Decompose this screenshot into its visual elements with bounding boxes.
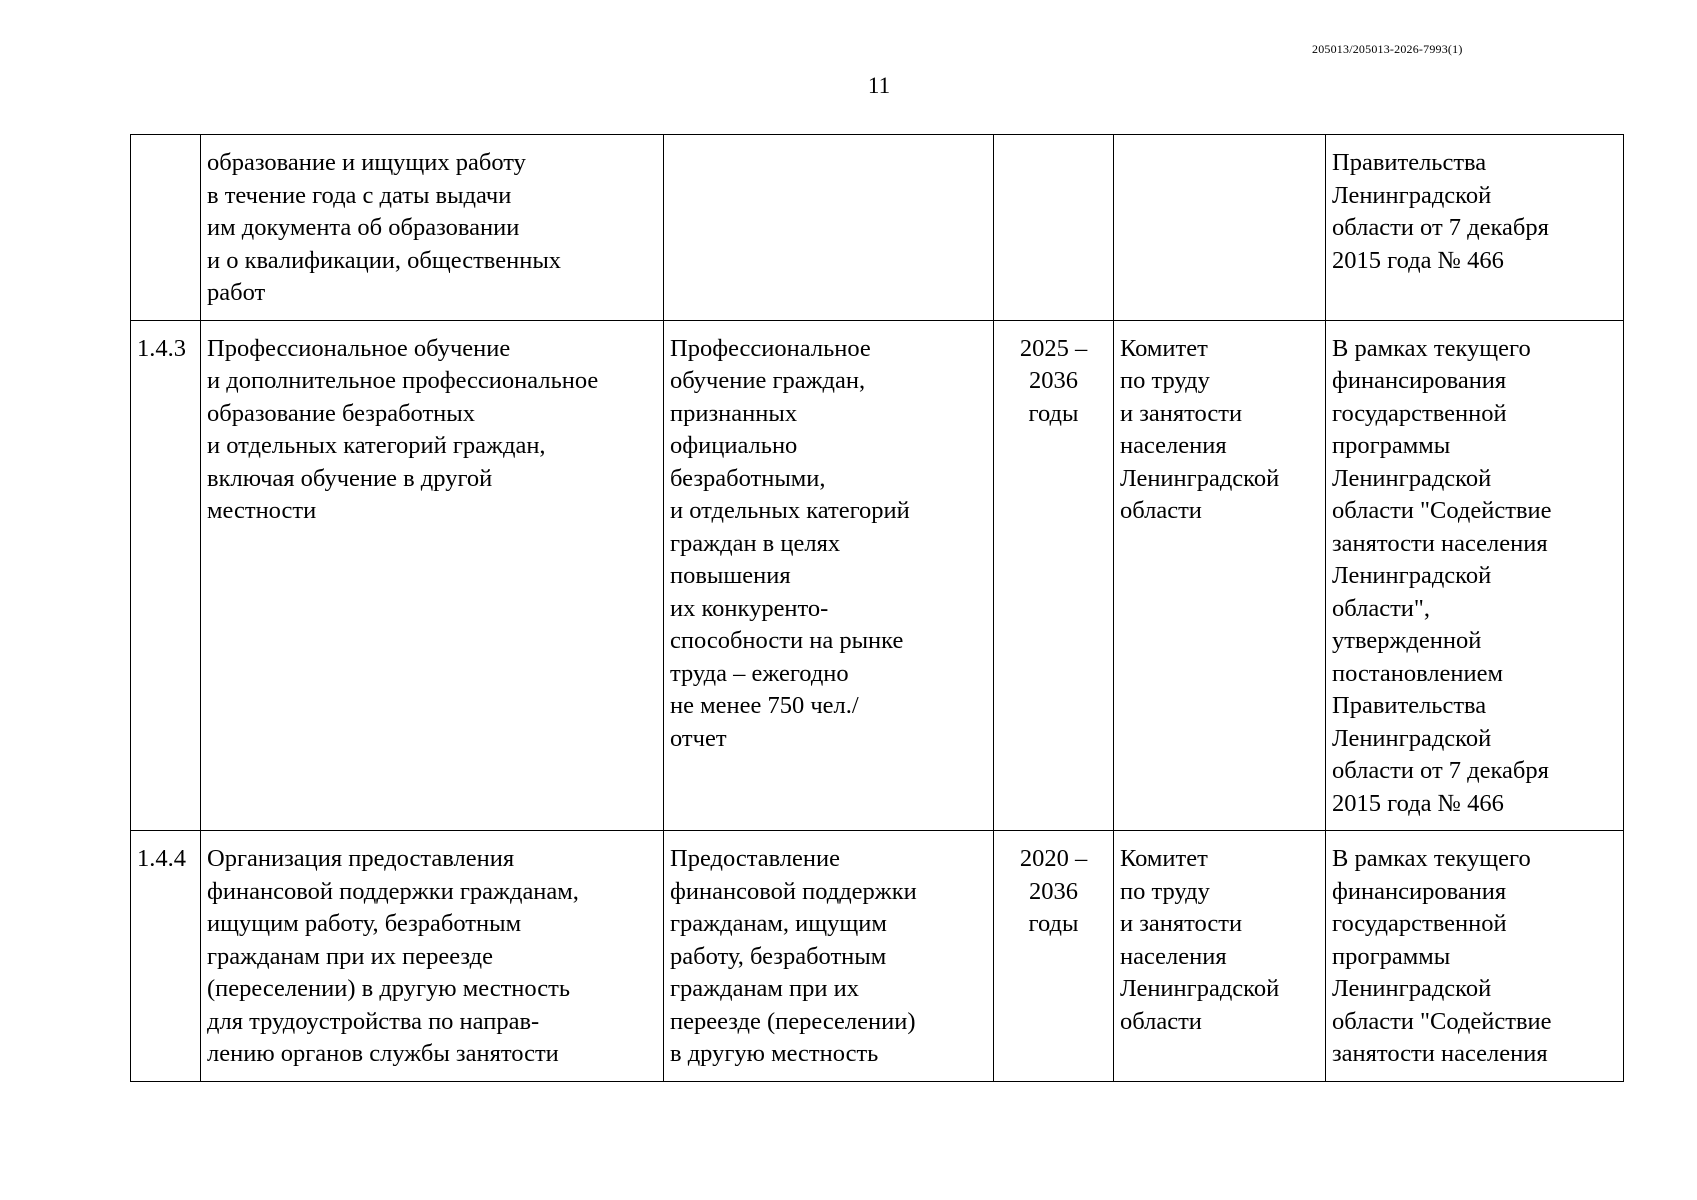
cell-text-line: занятости населения xyxy=(1332,529,1548,557)
cell-period xyxy=(994,831,1114,1082)
cell-text-line: области от 7 декабря xyxy=(1332,214,1549,241)
cell-text-line: В рамках текущего xyxy=(1332,334,1531,362)
cell-executor xyxy=(1114,831,1326,1082)
cell-number xyxy=(131,320,201,831)
cell-text-line: работу, безработным xyxy=(670,942,887,970)
cell-expected-result xyxy=(664,135,994,321)
measures-table xyxy=(130,134,1624,1082)
cell-funding xyxy=(1326,320,1624,831)
cell-text-line: в течение года с даты выдачи xyxy=(207,181,512,209)
cell-text-line: образование и ищущих работу xyxy=(207,149,526,176)
cell-text-line: способности на рынке xyxy=(670,627,904,654)
cell-text-line: для трудоустройства по направ- xyxy=(207,1007,540,1035)
cell-text-line: 1.4.3 xyxy=(137,334,186,362)
cell-text-line: 1.4.4 xyxy=(137,845,186,872)
cell-text-line: В рамках текущего xyxy=(1332,845,1531,872)
cell-text-line: населения xyxy=(1120,432,1227,459)
cell-text-line: Ленинградской xyxy=(1332,724,1492,752)
cell-text-line: гражданам при их xyxy=(670,975,860,1002)
cell-text-line: финансовой поддержки xyxy=(670,877,917,905)
cell-text-line: области xyxy=(1120,1007,1202,1035)
table-row xyxy=(131,831,1624,1082)
cell-text-line: Профессиональное xyxy=(670,334,871,362)
cell-text-line: 2015 года № 466 xyxy=(1332,246,1504,274)
cell-text-line: финансирования xyxy=(1332,367,1507,394)
cell-text-line: Комитет xyxy=(1120,334,1208,362)
cell-text-line: годы xyxy=(1028,399,1079,427)
cell-period xyxy=(994,135,1114,321)
cell-number xyxy=(131,135,201,321)
cell-text-line: признанных xyxy=(670,399,798,427)
cell-text-line: финансовой поддержки гражданам, xyxy=(207,877,579,905)
cell-text-line: 2036 xyxy=(1029,367,1078,394)
cell-text-line: и дополнительное профессиональное xyxy=(207,367,599,394)
cell-number xyxy=(131,831,201,1082)
cell-text-line: в другую местность xyxy=(670,1040,879,1067)
cell-text-line: и о квалификации, общественных xyxy=(207,246,562,274)
cell-measure-name xyxy=(201,320,664,831)
cell-text-line: программы xyxy=(1332,432,1451,459)
table-row xyxy=(131,135,1624,321)
cell-text-line: граждан в целях xyxy=(670,529,841,557)
cell-text-line: обучение граждан, xyxy=(670,367,866,394)
cell-text-line: и занятости xyxy=(1120,399,1243,427)
cell-text-line: годы xyxy=(1028,910,1079,937)
cell-text-line: безработными, xyxy=(670,464,826,492)
cell-text-line: населения xyxy=(1120,942,1227,970)
page-number: 11 xyxy=(867,73,891,98)
cell-text-line: по труду xyxy=(1120,367,1210,394)
cell-text-line: гражданам при их переезде xyxy=(207,942,493,970)
cell-text-line: им документа об образовании xyxy=(207,214,520,241)
cell-text-line: Предоставление xyxy=(670,845,841,872)
document-id: 205013/205013-2026-7993(1) xyxy=(1312,42,1463,56)
cell-text-line: 2025 – xyxy=(1019,334,1088,362)
cell-text-line: Ленинградской xyxy=(1332,464,1492,492)
cell-text-line: Ленинградской xyxy=(1120,975,1280,1002)
cell-text-line: включая обучение в другой xyxy=(207,464,493,492)
cell-measure-name xyxy=(201,831,664,1082)
cell-text-line: 2020 – xyxy=(1019,845,1088,872)
cell-text-line: лению органов службы занятости xyxy=(207,1040,559,1067)
cell-executor xyxy=(1114,135,1326,321)
cell-text-line: гражданам, ищущим xyxy=(670,910,887,937)
cell-text-line: области "Содействие xyxy=(1332,1007,1552,1035)
cell-expected-result xyxy=(664,831,994,1082)
cell-expected-result xyxy=(664,320,994,831)
cell-text-line: повышения xyxy=(670,562,791,589)
cell-text-line: Комитет xyxy=(1120,845,1208,872)
cell-text-line: Организация предоставления xyxy=(207,845,515,872)
cell-text-line: (переселении) в другую местность xyxy=(207,975,571,1002)
cell-text-line: государственной xyxy=(1332,910,1507,937)
cell-text-line: области "Содействие xyxy=(1332,497,1552,524)
cell-text-line: 2015 года № 466 xyxy=(1332,789,1504,817)
cell-measure-name xyxy=(201,135,664,321)
cell-text-line: Ленинградской xyxy=(1332,975,1492,1002)
cell-text-line: их конкуренто- xyxy=(670,594,829,622)
cell-text-line: и отдельных категорий граждан, xyxy=(207,432,546,459)
table-row xyxy=(131,320,1624,831)
cell-text-line: местности xyxy=(207,497,317,524)
cell-text-line: области от 7 декабря xyxy=(1332,757,1549,784)
cell-text-line: образование безработных xyxy=(207,399,476,427)
cell-text-line: труда – ежегодно xyxy=(670,659,849,687)
cell-text-line: 2036 xyxy=(1029,877,1078,905)
cell-text-line: постановлением xyxy=(1332,659,1504,687)
cell-text-line: Ленинградской xyxy=(1332,181,1492,209)
cell-text-line: Ленинградской xyxy=(1332,562,1492,589)
cell-text-line: Правительства xyxy=(1332,149,1487,176)
cell-text-line: занятости населения xyxy=(1332,1040,1548,1067)
cell-executor xyxy=(1114,320,1326,831)
cell-text-line: по труду xyxy=(1120,877,1210,905)
cell-text-line: ищущим работу, безработным xyxy=(207,910,522,937)
cell-text-line: и отдельных категорий xyxy=(670,497,910,524)
cell-period xyxy=(994,320,1114,831)
cell-text-line: Профессиональное обучение xyxy=(207,334,511,362)
cell-text-line: отчет xyxy=(670,724,727,752)
cell-text-line: не менее 750 чел./ xyxy=(670,692,859,719)
cell-text-line: утвержденной xyxy=(1332,627,1482,654)
cell-text-line: области", xyxy=(1332,594,1431,622)
cell-text-line: программы xyxy=(1332,942,1451,970)
cell-text-line: и занятости xyxy=(1120,910,1243,937)
cell-funding xyxy=(1326,831,1624,1082)
cell-text-line: переезде (переселении) xyxy=(670,1007,916,1035)
cell-text-line: государственной xyxy=(1332,399,1507,427)
cell-text-line: официально xyxy=(670,432,798,459)
cell-text-line: финансирования xyxy=(1332,877,1507,905)
cell-text-line: работ xyxy=(207,279,266,306)
cell-text-line: Ленинградской xyxy=(1120,464,1280,492)
cell-text-line: Правительства xyxy=(1332,692,1487,719)
cell-funding xyxy=(1326,135,1624,321)
cell-text-line: области xyxy=(1120,497,1202,524)
